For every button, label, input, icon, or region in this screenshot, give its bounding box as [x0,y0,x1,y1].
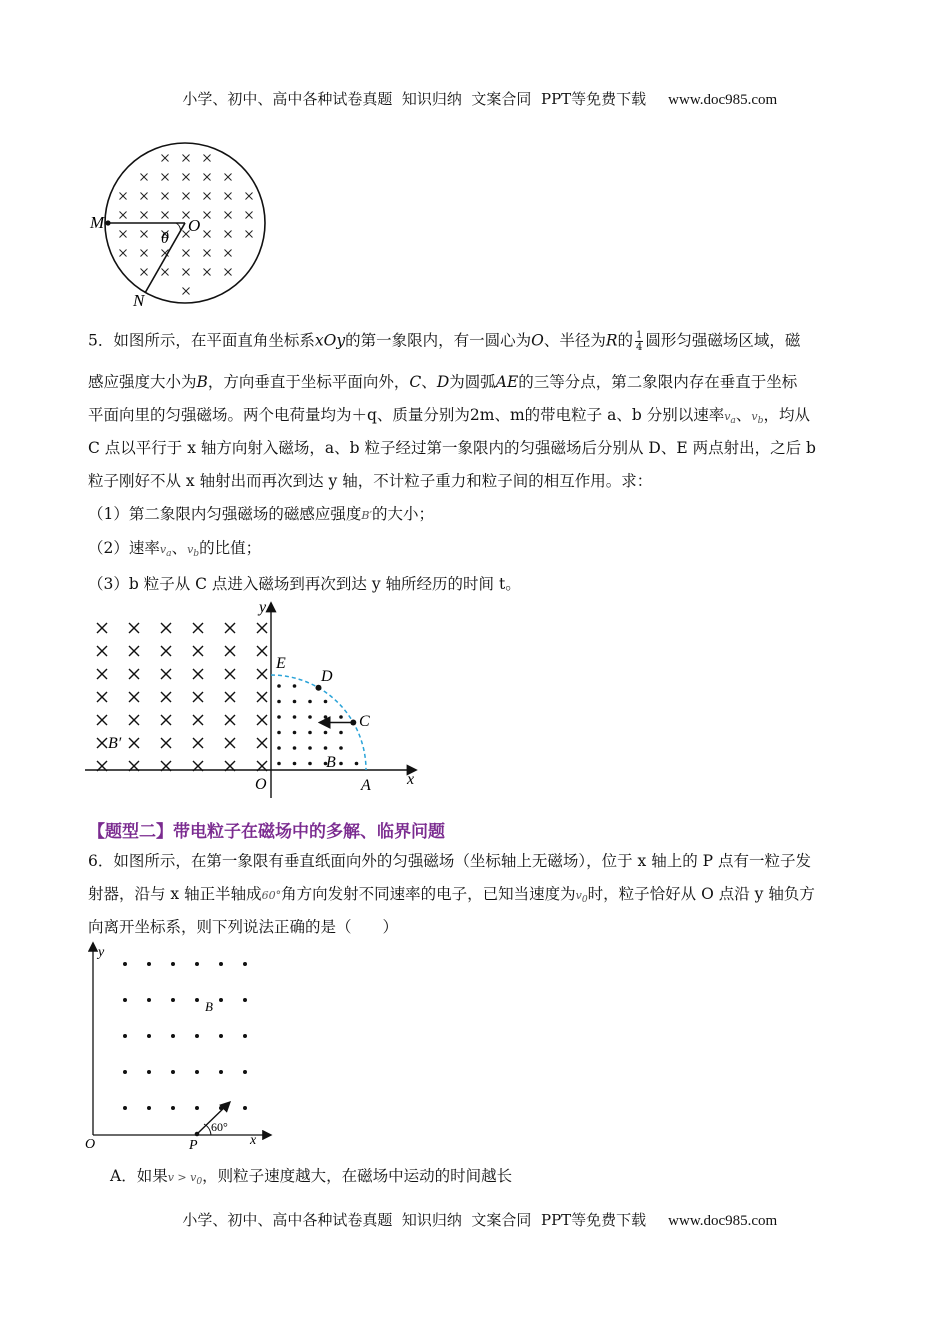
label-C: C [359,713,370,730]
section-heading: 【题型二】带电粒子在磁场中的多解、临界问题 [88,822,445,842]
field-into-page-marks [120,155,253,295]
label-y: y [259,599,267,616]
figure-first-quadrant-field [85,940,275,1153]
label-theta: θ [161,230,169,247]
label-O: O [85,1137,96,1152]
figure-circle-field [85,140,285,310]
label-x: x [407,771,415,788]
q5-line2: 感应强度大小为B，方向垂直于坐标平面向外，C、D为圆弧AE的三等分点，第二象限内存在垂直于坐标 [88,373,798,391]
label-x: x [250,1133,257,1148]
first-quadrant-field-dots [277,684,358,765]
header-text: 小学、初中、高中各种试卷真题 知识归纳 文案合同 PPT等免费下载 [182,90,647,108]
label-D: D [321,668,333,685]
field-out-of-page-dots [123,962,247,1110]
q5-sub3: （3）b 粒子从 C 点进入磁场到再次到达 y 轴所经历的时间 t。 [88,575,521,593]
page-header [0,70,950,109]
fraction-quarter: $\frac{1}{4}$ [636,330,643,353]
label-N: N [133,291,145,310]
label-M: M [90,213,105,232]
label-E: E [276,655,286,672]
q6-line3: 向离开坐标系，则下列说法正确的是（ ） [88,918,399,936]
label-O: O [188,216,201,235]
q5-sub2: （2）速率$v_a$、$v_b$的比值； [88,539,262,560]
footer-text: 小学、初中、高中各种试卷真题 知识归纳 文案合同 PPT等免费下载 [182,1211,647,1229]
q5-line5: 粒子刚好不从 x 轴射出而再次到达 y 轴，不计粒子重力和粒子间的相互作用。求： [88,472,653,490]
q6-option-a: A．如果$v > v_0$，则粒子速度越大，在磁场中运动的时间越长 [110,1167,513,1188]
q5-line1: 5．如图所示，在平面直角坐标系xOy的第一象限内，有一圆心为O、半径为R的 $\frac{1}{4}$ 圆形匀强磁场区域，磁 [88,330,801,353]
q5-line3: 平面向里的匀强磁场。两个电荷量均为＋q、质量分别为2m、m的带电粒子 a、b 分别以速率$v_a$、$v_b$，均从 [88,406,811,427]
label-A: A [361,777,371,794]
second-quadrant-field-marks [97,623,267,771]
label-B: B [326,754,336,771]
q6-line1: 6．如图所示，在第一象限有垂直纸面向外的匀强磁场（坐标轴上无磁场），位于 x 轴上的 P 点有一粒子发 [88,852,811,870]
label-O: O [255,776,267,793]
footer-url[interactable]: www.doc985.com [668,1213,778,1229]
q5-line4: C 点以平行于 x 轴方向射入磁场，a、b 粒子经过第一象限内的匀强磁场后分别从 D、E 两点射出，之后 b [88,439,816,457]
label-B: B [205,999,213,1014]
label-B-prime: B′ [108,735,122,752]
q5-sub1: （1）第二象限内匀强磁场的磁感应强度B′的大小； [88,505,434,523]
label-y: y [98,945,105,960]
label-angle: 60° [211,1120,228,1134]
header-url[interactable]: www.doc985.com [668,92,778,108]
label-P: P [189,1138,198,1153]
figure-quarter-field [85,598,425,798]
page-footer [0,1191,950,1230]
q6-line2: 射器，沿与 x 轴正半轴成60°角方向发射不同速率的电子，已知当速度为$v_0$时，粒子恰好从 O 点沿 y 轴负方 [88,885,815,906]
